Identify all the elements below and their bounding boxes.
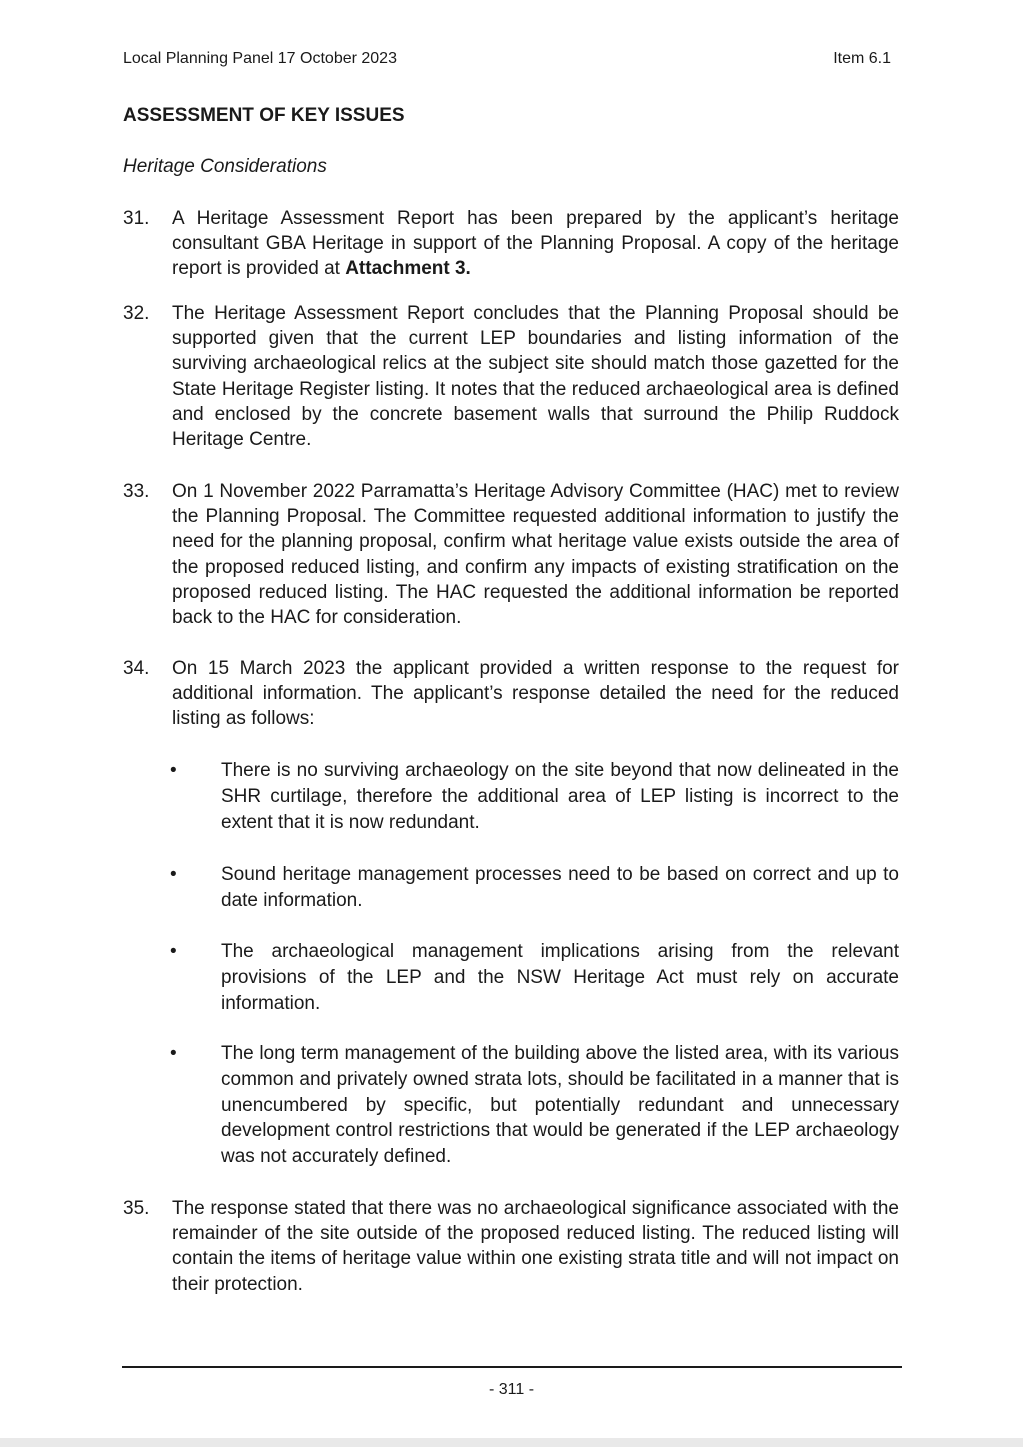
header-item-number: Item 6.1 [833, 50, 891, 67]
paragraph-number: 31. [123, 208, 150, 229]
bullet-item [170, 939, 899, 1016]
bullet-text: There is no surviving archaeology on the site beyond that now delineated in the SHR curtilage, therefore the additional area of LEP listing is incorrect to the extent that it is now redundant. [221, 760, 899, 833]
paragraph-text [172, 206, 899, 282]
section-heading: ASSESSMENT OF KEY ISSUES [123, 105, 405, 126]
bullet-text: The long term management of the building above the listed area, with its various common and privately owned strata lots, should be facilitated in a manner that is unencumbered by specific, but potentially redundant and unnecessary development control restrictions that would be generated if the LEP archaeology was not accurately defined. [221, 1043, 899, 1168]
paragraph-33 [123, 479, 899, 630]
paragraph-text: On 1 November 2022 Parramatta’s Heritage Advisory Committee (HAC) met to review the Planning Proposal. The Committee requested additional information to justify the need for the planning proposal, confirm what heritage value exists outside the area of the proposed reduced listing, and confirm any impacts of existing stratification on the proposed reduced listing. The HAC requested the additional information be reported back to the HAC for consideration. [172, 481, 899, 629]
paragraph-number: 32. [123, 303, 150, 324]
bullet-text: The archaeological management implications arising from the relevant provisions of the LEP and the NSW Heritage Act must rely on accurate information. [221, 941, 899, 1014]
paragraph-text: The response stated that there was no archaeological significance associated with the remainder of the site outside of the proposed reduced listing. The reduced listing will contain the items of heritage value within one existing strata title and will not impact on their protection. [172, 1198, 899, 1295]
paragraph-number: 35. [123, 1198, 150, 1219]
paragraph-number: 33. [123, 481, 150, 502]
bullet-marker: • [170, 760, 177, 781]
paragraph-32 [123, 301, 899, 452]
bullet-marker: • [170, 941, 177, 962]
bullet-text: Sound heritage management processes need to be based on correct and up to date information. [221, 864, 899, 911]
section-subheading: Heritage Considerations [123, 156, 327, 177]
paragraph-text: On 15 March 2023 the applicant provided a written response to the request for additional information. The applicant’s response detailed the need for the reduced listing as follows: [172, 658, 899, 730]
page-bottom-edge [0, 1438, 1023, 1447]
header-meeting-title: Local Planning Panel 17 October 2023 [123, 50, 397, 67]
paragraph-number: 34. [123, 658, 150, 679]
bullet-marker: • [170, 1043, 177, 1064]
paragraph-35 [123, 1196, 899, 1297]
paragraph-body: A Heritage Assessment Report has been prepared by the applicant’s heritage consultant GBA Heritage in support of the Planning Proposal. A copy of the heritage report is provided at [172, 208, 899, 280]
attachment-reference: Attachment 3. [345, 258, 471, 280]
paragraph-text: The Heritage Assessment Report concludes that the Planning Proposal should be supported given that the current LEP boundaries and listing information of the surviving archaeological relics at the subject site should match those gazetted for the State Heritage Register listing. It notes that the reduced archaeological area is defined and enclosed by the concrete basement walls that surround the Philip Ruddock Heritage Centre. [172, 303, 899, 451]
bullet-item [170, 1041, 899, 1170]
bullet-marker: • [170, 864, 177, 885]
footer-divider [122, 1366, 902, 1368]
bullet-item [170, 862, 899, 914]
paragraph-34 [123, 656, 899, 732]
bullet-item [170, 758, 899, 835]
page-number: - 311 - [488, 1381, 535, 1398]
paragraph-31 [123, 206, 899, 282]
